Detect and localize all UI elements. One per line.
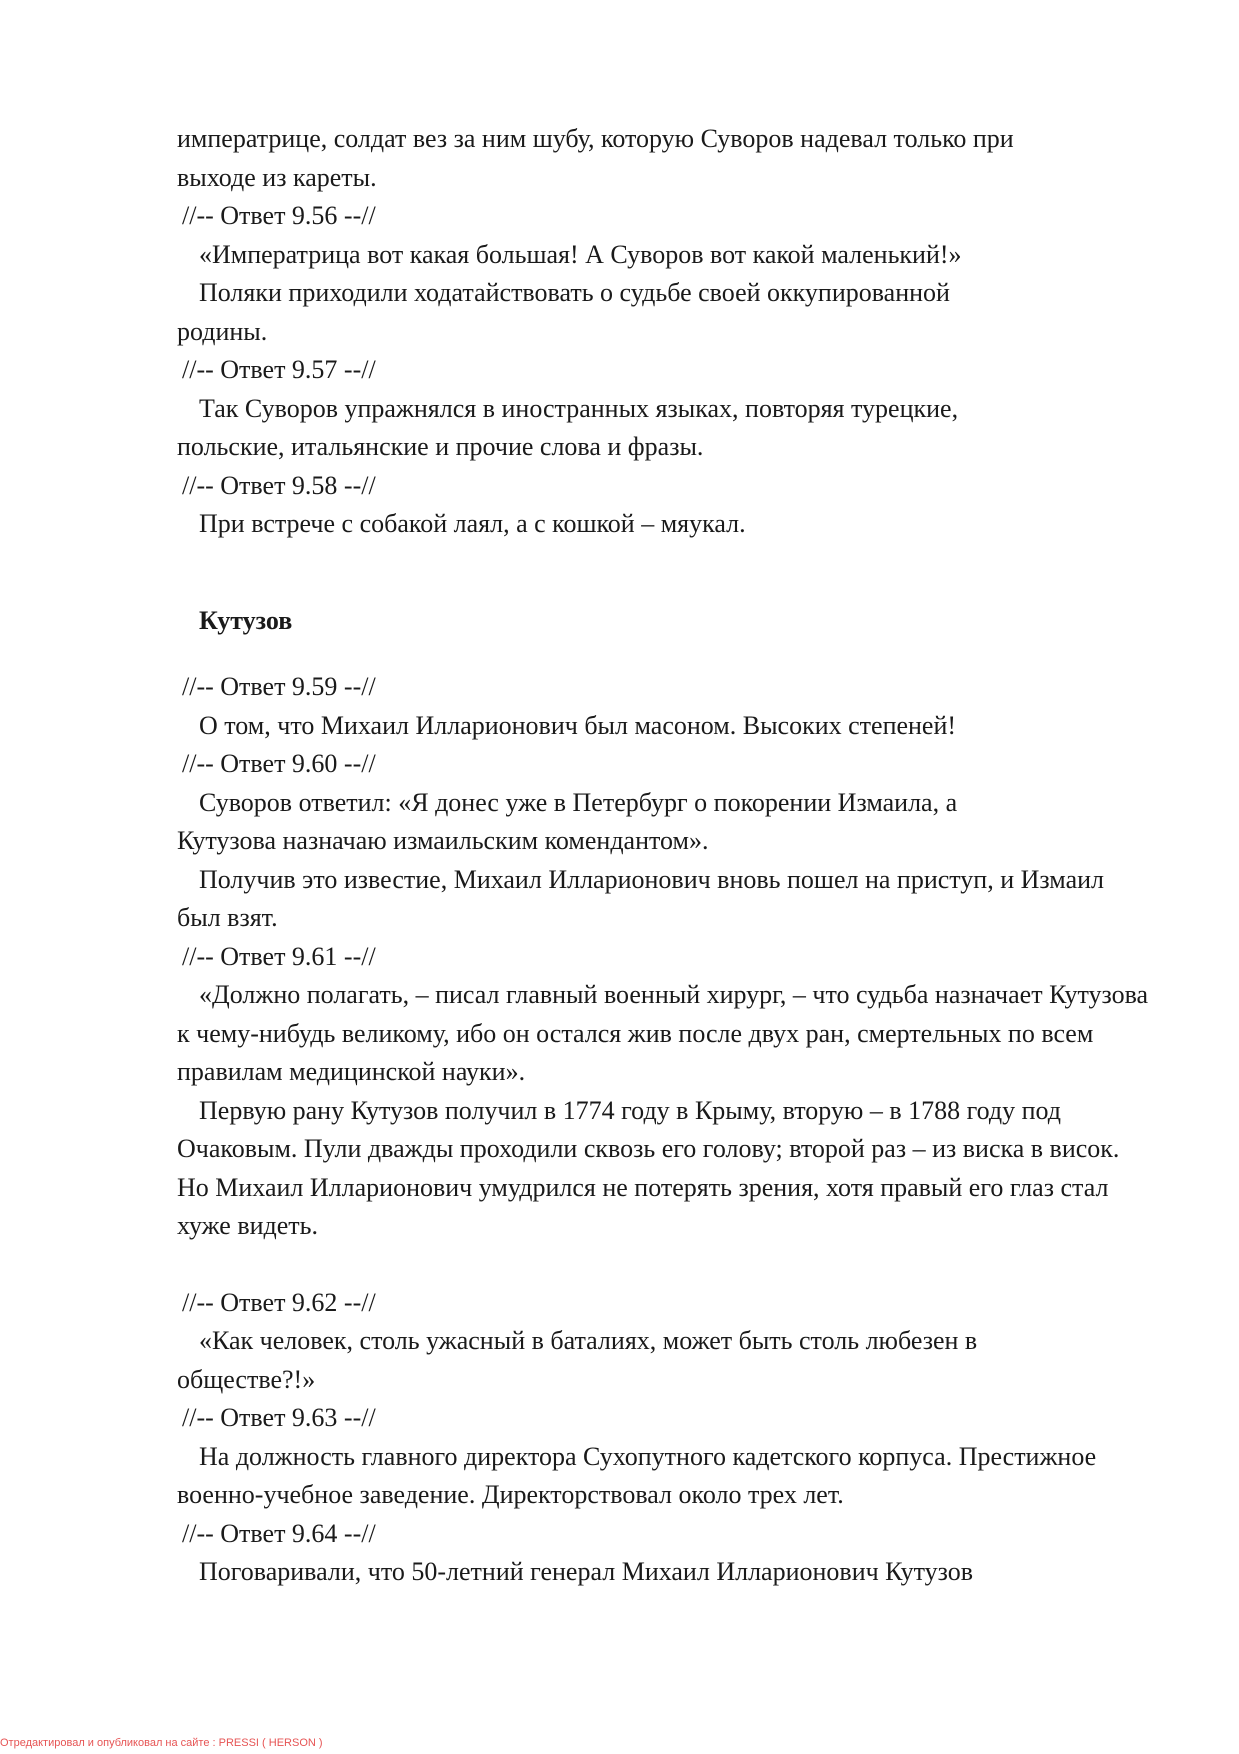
answer-marker: //-- Ответ 9.60 --// bbox=[182, 749, 376, 778]
paragraph: «Должно полагать, – писал главный военный хирург, – что судьба назначает Кутузова к чему-нибудь великому, ибо он остался жив после двух ран, смертельных по всем правилам медицинской науки». bbox=[177, 980, 1149, 1086]
paragraph: Первую рану Кутузов получил в 1774 году в Крыму, вторую – в 1788 году под Очаковым. Пули дважды проходили сквозь его голову; второй раз – из виска в висок. Но Михаил Илларионович умудрился не потерять зрения, хотя правый его глаз стал хуже видеть. bbox=[177, 1095, 1120, 1240]
paragraph: О том, что Михаил Илларионович был масоном. Высоких степеней! bbox=[199, 710, 957, 740]
paragraph: Так Суворов упражнялся в иностранных языках, повторяя турецкие, польские, итальянские и прочие слова и фразы. bbox=[177, 393, 959, 461]
publisher-watermark: Отредактировал и опубликовал на сайте : PRESSI ( HERSON ) bbox=[0, 1737, 323, 1749]
paragraph: При встрече с собакой лаял, а с кошкой – мяукал. bbox=[199, 509, 746, 538]
answer-marker: //-- Ответ 9.58 --// bbox=[182, 470, 376, 500]
paragraph: На должность главного директора Сухопутного кадетского корпуса. Престижное военно-учебное заведение. Директорствовал около трех лет. bbox=[177, 1441, 1097, 1509]
paragraph: Получив это известие, Михаил Илларионович вновь пошел на приступ, и Измаил был взят. bbox=[177, 864, 1105, 932]
paragraph: Суворов ответил: «Я донес уже в Петербург о покорении Измаила, а Кутузова назначаю измаильским комендантом». bbox=[177, 787, 958, 855]
section-heading: Кутузов bbox=[199, 605, 293, 635]
answer-marker: //-- Ответ 9.64 --// bbox=[182, 1518, 376, 1548]
text-line: выходе из кареты. bbox=[177, 162, 377, 192]
answer-marker: //-- Ответ 9.62 --// bbox=[182, 1287, 376, 1317]
paragraph: Поляки приходили ходатайствовать о судьбе своей оккупированной родины. bbox=[177, 278, 950, 346]
answer-marker: //-- Ответ 9.59 --// bbox=[182, 672, 376, 701]
answer-marker: //-- Ответ 9.61 --// bbox=[182, 941, 376, 971]
paragraph: Поговаривали, что 50-летний генерал Михаил Илларионович Кутузов bbox=[199, 1557, 973, 1586]
text-line: императрице, солдат вез за ним шубу, которую Суворов надевал только при bbox=[177, 124, 1014, 153]
paragraph: «Как человек, столь ужасный в баталиях, может быть столь любезен в обществе?!» bbox=[177, 1326, 978, 1394]
answer-marker: //-- Ответ 9.56 --// bbox=[182, 201, 376, 230]
answer-marker: //-- Ответ 9.63 --// bbox=[182, 1403, 376, 1432]
paragraph: «Императрица вот какая большая! А Суворов вот какой маленький!» bbox=[199, 239, 962, 269]
document-body bbox=[177, 120, 1157, 1592]
answer-marker: //-- Ответ 9.57 --// bbox=[182, 355, 376, 384]
